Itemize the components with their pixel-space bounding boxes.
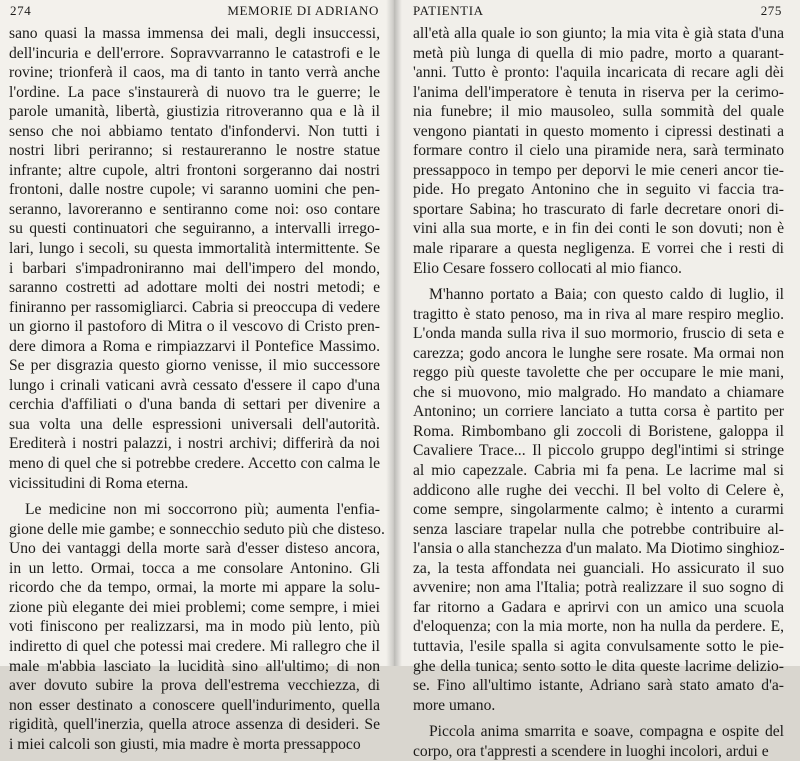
text-line: vicissitudini di Roma eterna. bbox=[9, 474, 189, 492]
text-line: tuttavia, l'esile spalla si agita convulsamente sotto le pie- bbox=[413, 637, 784, 655]
text-line: finiranno per rassomigliarci. Cabria si preoccupa di vedere bbox=[9, 298, 380, 316]
text-line: nostri libri periranno; si restaureranno le nostre statue bbox=[9, 142, 380, 160]
text-line: Cavaliere Trace... Il piccolo gruppo degl'intimi si stringe bbox=[413, 442, 784, 460]
left-page-body bbox=[9, 24, 385, 754]
text-line: senza lasciare trapelar nulla che potrebbe contribuire al- bbox=[413, 520, 784, 538]
text-line: all'età alla quale io son giunto; la mia vita è già stata d'una bbox=[413, 25, 784, 42]
text-line: cerchia d'affiliati o d'una banda di settari per divenire a bbox=[9, 396, 380, 414]
text-line: ricordo che da tempo, ormai, la morte mi appare la solu- bbox=[9, 579, 380, 597]
text-line: pide. Ho pregato Antonino che in seguito vi faccia tra- bbox=[413, 181, 784, 199]
text-line: d'eloquenza; con la mia morte, non ha nulla da perdere. E, bbox=[413, 618, 784, 636]
text-line: su questi continuatori che seguiranno, a intervalli irrego- bbox=[9, 220, 380, 238]
text-line: in un letto. Ormai, tocca a me consolare Antonino. Gli bbox=[9, 559, 380, 577]
text-line: metà più lunga di quella di mio padre, morto a quarant- bbox=[413, 44, 784, 62]
text-line: voti finiscono per realizzarsi, ma in modo più lento, più bbox=[9, 618, 380, 636]
text-line: reggo più queste tavolette che per occupare le mie mani, bbox=[413, 364, 784, 382]
text-line: zione più elegante dei miei problemi; come sempre, i miei bbox=[9, 598, 380, 616]
text-line: senso che noi abbiamo tentato d'infondervi. Non tutti i bbox=[9, 122, 380, 140]
right-page-header bbox=[413, 3, 782, 21]
text-line: L'onda manda sulla riva il suo mormorio, fruscio di seta e bbox=[413, 325, 784, 343]
text-line: sano quasi la massa immensa dei mali, degli insuccessi, bbox=[9, 25, 380, 42]
text-line: che si muovono, mio malgrado. Ho mandato a chiamare bbox=[413, 383, 784, 401]
text-line: come sempre, singolarmente calmo; è intento a curarmi bbox=[413, 501, 784, 519]
text-line: pressappoco in tempo per deporvi le mie ceneri ancor tie- bbox=[413, 161, 784, 179]
text-line: meno di quel che si potrebbe credere. Accetto con calma le bbox=[9, 455, 380, 473]
left-page-header bbox=[10, 3, 379, 21]
text-line: M'hanno portato a Baia; con questo caldo di luglio, il bbox=[429, 286, 784, 304]
text-line: ghe della tunica; sento sotto le dita queste lacrime delizio- bbox=[413, 657, 784, 675]
text-line: rigidità, quell'inerzia, quella atroce assenza di desideri. Se bbox=[9, 716, 380, 734]
text-line: Erediterà i nostri palazzi, i nostri archivi; differirà da noi bbox=[9, 435, 380, 453]
right-page bbox=[393, 0, 800, 760]
text-line: male m'abbia lasciato la lucidità sino all'ultimo; di non bbox=[9, 657, 380, 675]
text-line: nia funebre; il mio mausoleo, sulla sommità del quale bbox=[413, 103, 784, 121]
paragraph-gap bbox=[413, 715, 784, 722]
text-line: Antonino; un corriere lanciato a tutta corsa è partito per bbox=[413, 403, 784, 421]
text-line: aver dovuto subire la prova dell'estrema vecchiezza, di bbox=[9, 677, 380, 695]
text-line: formare contro il cielo una piramide nera, sarà terminato bbox=[413, 142, 784, 160]
text-line: Elio Cesare fossero collocati al mio fianco. bbox=[413, 259, 682, 277]
text-line: saranno costretti ad adottare molti dei nostri metodi; e bbox=[9, 279, 380, 297]
paragraph-gap bbox=[9, 493, 380, 500]
text-line: al mio capezzale. Cabria mi fa pena. Le lacrime mal si bbox=[413, 462, 784, 480]
text-line: vengono piantati in questo momento i cipressi destinati a bbox=[413, 122, 784, 140]
text-line: tragitto è stato penoso, ma in riva al mare respiro meglio. bbox=[413, 305, 784, 323]
text-line: i miei calcoli son giusti, mia madre è morta pressappoco bbox=[9, 735, 361, 753]
text-line: addicono alle rughe dei vecchi. Il bel volto di Celere è, bbox=[413, 481, 784, 499]
text-line: l'ansia o alla stanchezza d'un malato. Ma Diotimo singhioz- bbox=[413, 540, 785, 558]
text-line: Uno dei vantaggi della morte sarà d'esser disteso ancora, bbox=[9, 540, 380, 558]
text-line: frontoni, dalle nostre cupole; vi saranno uomini che pen- bbox=[9, 181, 380, 199]
text-line: non esser destinato a conoscere quell'indurimento, quella bbox=[9, 696, 380, 714]
text-line: infrante; altre cupole, altri frontoni sorgeranno dai nostri bbox=[9, 161, 380, 179]
text-line: corpo, ora t'appresti a scendere in luoghi incolori, ardui e bbox=[413, 742, 769, 760]
text-line: male riparare a questa negligenza. E vorrei che i resti di bbox=[413, 240, 784, 258]
text-line: un giorno il pastoforo di Mitra o il vescovo di Cristo pren- bbox=[9, 318, 380, 336]
text-line: Piccola anima smarrita e soave, compagna e ospite del bbox=[429, 723, 784, 741]
page-number: 275 bbox=[760, 3, 782, 18]
paragraph bbox=[413, 24, 784, 278]
text-line: se. Fino all'ultimo istante, Adriano sarà stato amato d'a- bbox=[413, 677, 784, 695]
running-head: MEMORIE DI ADRIANO bbox=[227, 3, 379, 18]
text-line: Se per disgrazia questo giorno venisse, il mio successore bbox=[9, 357, 380, 375]
text-line: sportare Sabina; ho trascurato di farle decretare onori di- bbox=[413, 200, 784, 218]
paragraph bbox=[413, 722, 784, 761]
left-page bbox=[0, 0, 393, 753]
paragraph bbox=[9, 24, 380, 493]
text-line: rovine; trionferà il caos, ma di tanto in tanto verrà anche bbox=[9, 64, 380, 82]
paragraph bbox=[413, 285, 784, 715]
running-head: PATIENTIA bbox=[413, 3, 484, 18]
paragraph-gap bbox=[413, 278, 784, 285]
text-line: Roma. Rimbombano gli zoccoli di Boristene, galoppa il bbox=[413, 422, 784, 440]
text-line: gione delle mie gambe; e sonnecchio seduto più che disteso. bbox=[9, 520, 385, 538]
text-line: Le medicine non mi soccorrono più; aumenta l'enfia- bbox=[25, 501, 380, 519]
text-line: l'anima dell'imperatore è tenuta in riserva per la cerimo- bbox=[413, 83, 784, 101]
text-line: l'ordine. La pace s'instaurerà di nuovo tra le guerre; le bbox=[9, 83, 380, 101]
text-line: lari, lungo i secoli, su questa immortalità intermittente. Se bbox=[9, 240, 380, 258]
text-line: far ritorno a Gadara e aprirvi con un amico una scuola bbox=[413, 598, 784, 616]
text-line: vini alla sua morte, e in fin dei conti le son dovuti; non è bbox=[413, 220, 784, 238]
text-line: carezza; godo ancora le lunghe sere rosate. Ma ormai non bbox=[413, 344, 784, 362]
right-page-body bbox=[413, 24, 784, 761]
paragraph bbox=[9, 500, 385, 754]
text-line: sua volta una delle espressioni universali dell'autorità. bbox=[9, 415, 380, 433]
text-line: za, la testa affondata nei guanciali. Ho assicurato il suo bbox=[413, 559, 784, 577]
text-line: lungo i crinali vaticani avrà cessato d'essere il capo d'una bbox=[9, 376, 380, 394]
text-line: seranno, lavoreranno e sentiranno come noi: oso contare bbox=[9, 200, 380, 218]
text-line: parole umanità, libertà, giustizia ritroveranno qua e là il bbox=[9, 103, 380, 121]
text-line: dell'incuria e dell'errore. Sopravvarranno le catastrofi e le bbox=[9, 44, 380, 62]
text-line: dere dimora a Roma e rimpiazzarvi il Pontefice Massimo. bbox=[9, 337, 380, 355]
page-number: 274 bbox=[10, 3, 32, 18]
text-line: avvenire; non ama l'Italia; potrà realizzare il suo sogno di bbox=[413, 579, 784, 597]
text-line: 'anni. Tutto è pronto: l'aquila incaricata di recare agli dèi bbox=[413, 64, 784, 82]
text-line: more umano. bbox=[413, 696, 496, 714]
text-line: indiretto di quel che potessi mai credere. Mi rallegro che il bbox=[9, 637, 380, 655]
text-line: i barbari s'impadroniranno mai dell'impero del mondo, bbox=[9, 259, 380, 277]
